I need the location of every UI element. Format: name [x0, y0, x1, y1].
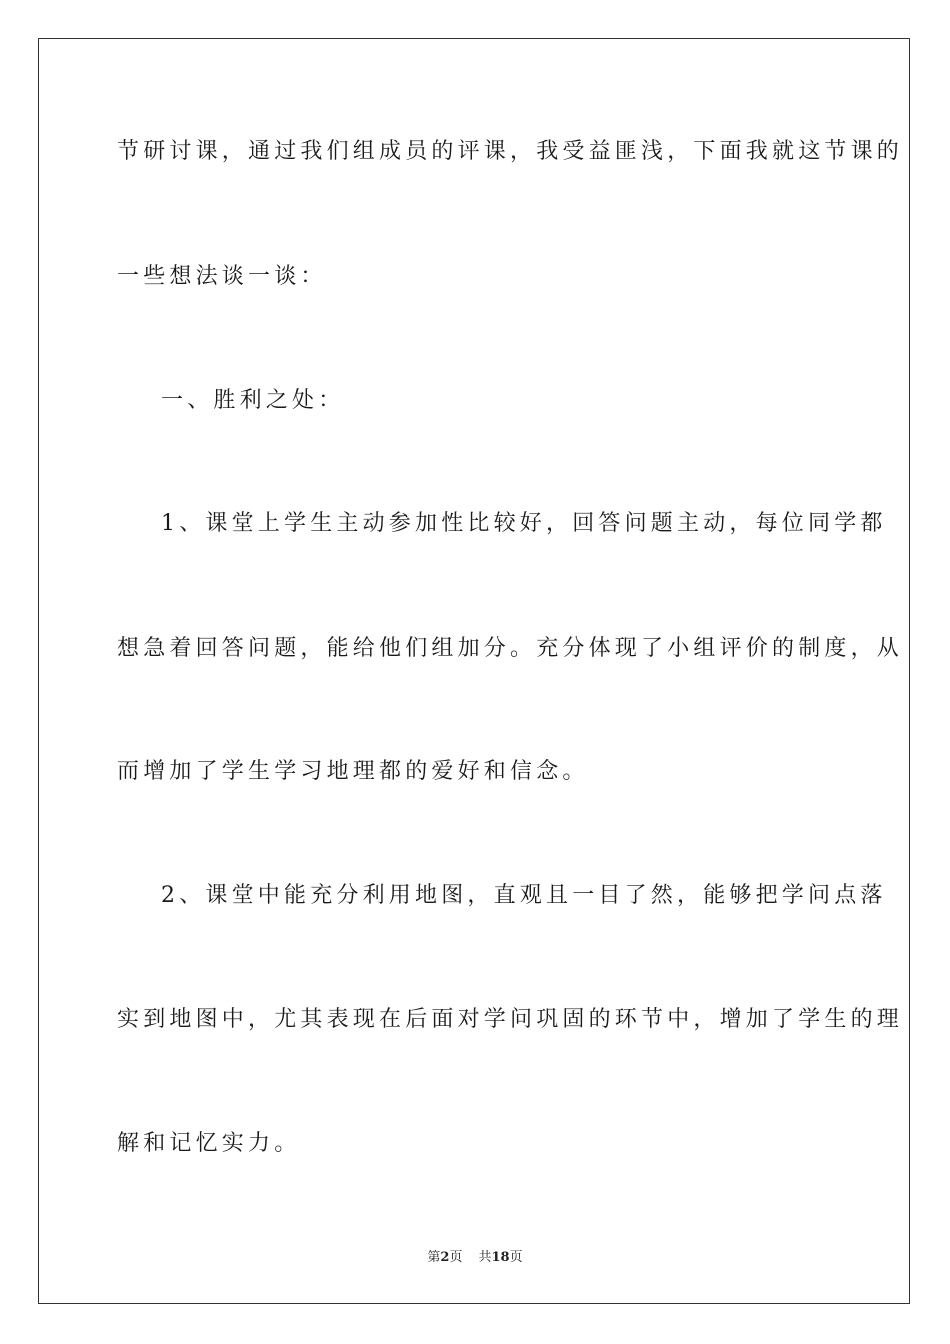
total-pages: 18 [491, 1250, 510, 1265]
page-number: 2 [440, 1250, 450, 1265]
page-suffix: 页 [449, 1250, 463, 1265]
page-footer [0, 1246, 950, 1265]
text-line-2: 一些想法谈一谈： [117, 264, 327, 289]
text-line-point-2-c: 解和记忆实力。 [117, 1131, 301, 1156]
text-line-point-1-c: 而增加了学生学习地理都的爱好和信念。 [117, 759, 589, 784]
page-prefix: 第 [427, 1250, 441, 1265]
total-prefix: 共 [478, 1250, 492, 1265]
text-line-point-2-b: 实到地图中，尤其表现在后面对学问巩固的环节中，增加了学生的理 [117, 1007, 904, 1032]
text-line-point-2-a: 2、课堂中能充分利用地图，直观且一目了然，能够把学问点落 [161, 883, 887, 908]
page-border [38, 38, 910, 1304]
section-heading-success: 一、胜利之处： [161, 388, 345, 413]
total-suffix: 页 [509, 1250, 523, 1265]
text-line-point-1-a: 1、课堂上学生主动参加性比较好，回答问题主动，每位同学都 [161, 511, 887, 536]
text-line-point-1-b: 想急着回答问题，能给他们组加分。充分体现了小组评价的制度，从 [117, 636, 904, 661]
text-line-1: 节研讨课，通过我们组成员的评课，我受益匪浅，下面我就这节课的 [117, 139, 904, 164]
